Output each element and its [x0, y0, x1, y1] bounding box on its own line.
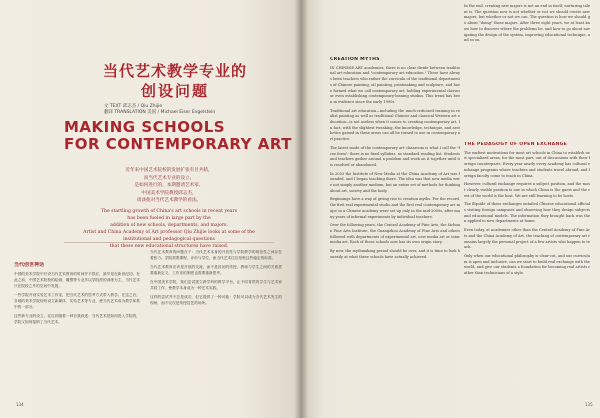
section-heading-pedagogy: THE PEDAGOGY OF OPEN EXCHANGE	[464, 142, 568, 147]
body-paragraph: In the end, creating new majors is not an end in itself; nurturing talent is. The question now is not whether or not we should create new majors, but whether or not we can. The question is how we should go about "doing" these majors. After three eight years, we at least know how to discover where the problems lie, and how to go about navigating the design of the system, improving educational technique, and so on.	[464, 4, 590, 43]
intro-en-line: institutional and pedagogical questions	[123, 236, 215, 242]
intro-en-line: that these new educational structures have raised.	[109, 243, 229, 249]
body-paragraph: 当代艺术教育应该是开放的交流，而不是封闭的传授。教师与学生之间的关系需要重新定义，工作室的制度也需要重新思考。	[150, 265, 282, 275]
body-paragraph: IN CHINESE ART academies, there is no clear divide between traditional art education and "contemporary art education." There have always been teachers who rather the curricula of the traditional departments of Chinese painting, oil painting, printmaking and sculpture, and have formed what we call contemporary art, holding experimental classes or even establishing contemporary-leaning studios. This trend has been in evidence since the early 1990s.	[330, 65, 460, 104]
title-chinese-line-1: 当代艺术教学专业的	[102, 62, 247, 80]
body-paragraph: Over the following years, the Central Academy of Fine Arts, the Sichuan Fine Arts Institute, the Guangzhou Academy of Fine Arts and others followed with departments of experimental art, new media art or intermedia art. Each of these schools now has its own origin story.	[330, 223, 460, 245]
body-paragraph: 一些学院开设实验艺术工作室，把当代艺术的思考方式带入教学。在这之后，各地的美术学院纷纷设立新媒体、实验艺术等专业，使当代艺术成为教学体系中的一部分。	[14, 293, 140, 309]
section-divider	[64, 242, 274, 243]
intro-en-line: has been fueled in large part by the	[127, 215, 211, 221]
intro-cn-line: 谈谈他对当代艺术教学的看法。	[136, 198, 202, 203]
intro-cn-line: 近年来中国艺术院校的发展扩张有目共睹，	[125, 168, 213, 173]
left-column-2	[150, 249, 282, 398]
right-page	[300, 0, 600, 418]
byline-translator: 翻译 TRANSLATION 美国 / Michael Eiser Engelstein	[104, 110, 216, 115]
body-paragraph: The earliest motivations for most art schools in China to establish new specialized areas, for the most part, out of discussions with their foreign counterparts. Every year nearly every academy has cultural exchange programs where teachers and students travel abroad, and foreign faculty come to teach in China.	[464, 150, 590, 178]
byline-author: 文 TEXT 邱志杰 / Qiu Zhijie	[104, 104, 163, 109]
right-column-2-top	[464, 4, 590, 118]
intro-en-line: Artist and China Academy of Art professor Qiu Zhijie looks at some of the	[83, 229, 255, 235]
intro-cn-line: 中国美术学院教授邱志杰，	[141, 190, 197, 196]
body-paragraph: 这些新专业的设立，往往伴随着一种自我叙述：当代艺术是如何进入学院的，学院又如何接纳了当代艺术。	[14, 314, 140, 324]
section-heading-creation-myths: CREATION MYTHS	[330, 57, 380, 62]
body-paragraph: 这样的尝试并不总是成功，但它提供了一种可能：学院可以成为当代艺术发生的现场，而不仅仅是传授技艺的场所。	[150, 295, 282, 305]
title-english	[64, 118, 292, 153]
body-paragraph: Beginnings have a way of giving rise to creation myths. For the record, the first real experimental studio and the first real contemporary art major in a Chinese academy were set up only in the mid-2000s, after many years of informal experiments by individual teachers.	[330, 197, 460, 219]
body-paragraph: The latest mode of the contemporary art classroom is what I call the "free form": there is no fixed syllabus, no standard reading list. Students and teachers gather around a problem and work on it together until it is resolved or abandoned.	[330, 145, 460, 167]
intro-chinese	[64, 167, 274, 205]
right-column-1	[330, 57, 460, 397]
intro-english	[64, 208, 274, 250]
intro-en-line: addition of new schools, departments, and majors.	[110, 222, 228, 228]
intro-block	[64, 167, 274, 250]
body-paragraph: 在中国美术学院，我们尝试建立跨学科的教学平台，让不同背景的学生与艺术家共同工作，使教学本身成为一种艺术实践。	[150, 280, 282, 290]
body-paragraph: 当代艺术教育的问题在于：当代艺术本身的开放性与学院教学的规范性之间存在着张力。学院需要课程、评价与学位，而当代艺术往往拒绝这些稳定的标准。	[150, 250, 282, 260]
intro-en-line: The startling growth of China's art schools in recent years	[100, 208, 238, 214]
right-column-2-bottom	[464, 142, 590, 398]
body-paragraph: In 2003 the Institute of New Media at the China Academy of Art was founded, and I began teaching there. The idea was that new media were not simply another medium, but an entire set of methods for thinking about art, society and the body.	[330, 171, 460, 193]
spine-gutter	[294, 0, 308, 418]
title-english-line-2: FOR CONTEMPORARY ART	[64, 135, 292, 153]
left-column-1	[14, 262, 140, 398]
body-paragraph: Only when our educational philosophy is clear-cut, and our curriculum is open and inclusive, can we start to build real exchange with the world, and give our students a foundation for becoming real artists rather than technicians of a style.	[464, 253, 590, 276]
section-heading-chinese: 当代创世神话	[14, 262, 45, 268]
title-english-line-1: MAKING SCHOOLS	[64, 118, 226, 136]
page-number-left: 134	[16, 402, 24, 407]
body-paragraph: The flipside of these exchanges entailed Chinese educational officials visiting foreign campuses and observing how they design subjects and educational models. The information they brought back was then applied to new departments at home.	[464, 202, 590, 224]
title-chinese-line-2: 创设问题	[140, 82, 209, 100]
intro-cn-line: 是如何进行的，本期邀请艺术家、	[134, 183, 204, 188]
body-paragraph: However, cultural exchange requires a subject position, and the most clearly visible position is one in which China is the guest and the rest of the world is the host. We are still learning to be hosts.	[464, 182, 590, 198]
body-paragraph: 中国的美术学院中开设当代艺术教育的时间并不很长，最早是在新世纪初。在此之前，中国艺术院校的绘画、雕塑等专业多以学院派的训练为主，当代艺术只在院校之外的空间中发展。	[14, 272, 140, 288]
body-paragraph: Even today, at academies other than the Central Academy of Fine Arts and the China Academy of Art, the teaching of contemporary art remains largely the personal project of a few artists who happen to teach.	[464, 228, 590, 250]
intro-cn-line: 而当代艺术专业的设立，	[143, 175, 195, 181]
body-paragraph: Traditional art education—including the much-criticized training in realist painting as well as traditional Chinese and classical Western art education—is not useless when it comes to creating contemporary art. In fact, with the slightest tweaking, the knowledge, technique, and aesthetics gained in these areas can all be turned to use in contemporary art practice.	[330, 108, 460, 142]
page-number-right: 135	[585, 402, 593, 407]
body-paragraph: By now, the mythmaking period should be over, and it is time to look honestly at what these schools have actually achieved.	[330, 249, 460, 259]
byline	[104, 104, 274, 116]
